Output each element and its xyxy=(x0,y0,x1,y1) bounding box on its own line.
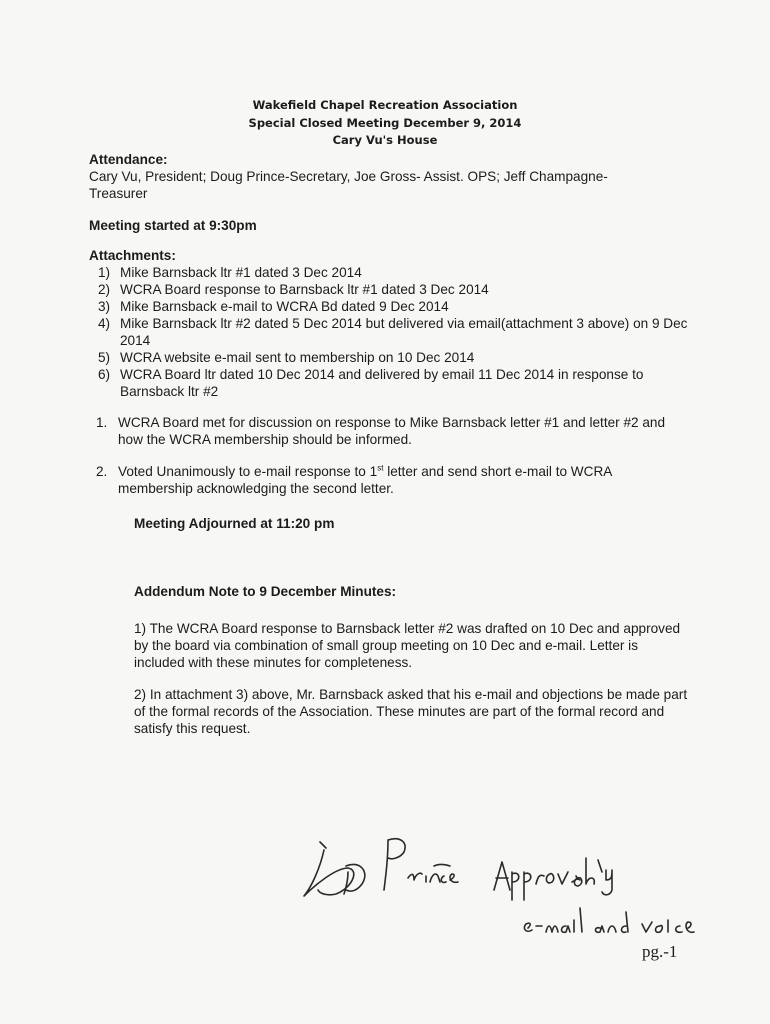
meeting-adjourned: Meeting Adjourned at 11:20 pm xyxy=(134,516,335,531)
item-text xyxy=(118,463,688,497)
handwritten-signature-and-approval-note xyxy=(290,828,710,938)
list-item-text: Mike Barnsback e-mail to WCRA Bd dated 9 Dec 2014 xyxy=(120,299,449,314)
item-number: 2. xyxy=(96,464,108,479)
list-item xyxy=(98,281,688,298)
list-item-number: 3) xyxy=(98,299,111,314)
list-item xyxy=(98,366,688,400)
item-text-part-b: letter and send short e-mail to WCRA membership acknowledging the second letter. xyxy=(118,464,612,496)
list-item-number: 4) xyxy=(98,316,111,331)
list-item-number: 5) xyxy=(98,350,111,365)
attachments-heading: Attachments: xyxy=(89,248,176,263)
list-item-number: 1) xyxy=(98,265,111,280)
addendum-heading: Addendum Note to 9 December Minutes: xyxy=(134,584,397,599)
list-item-text: WCRA website e-mail sent to membership on 10 Dec 2014 xyxy=(120,350,475,365)
list-item-text: WCRA Board response to Barnsback ltr #1 dated 3 Dec 2014 xyxy=(120,282,489,297)
addendum-paragraph-1: 1) The WCRA Board response to Barnsback letter #2 was drafted on 10 Dec and approved by the board via combination of small group meeting on 10 Dec and e-mail. Letter is included with these minutes for completeness. xyxy=(134,621,681,670)
organization-name: Wakefield Chapel Recreation Association xyxy=(252,98,518,112)
list-item-number: 2) xyxy=(98,282,111,297)
meeting-start-time: Meeting started at 9:30pm xyxy=(89,218,257,233)
item-text: WCRA Board met for discussion on response to Mike Barnsback letter #1 and letter #2 and how the WCRA membership should be informed. xyxy=(118,415,666,447)
list-item xyxy=(98,264,688,281)
addendum-paragraph-2: 2) In attachment 3) above, Mr. Barnsback asked that his e-mail and objections be made part of the formal records of the Association. These minutes are part of the formal record and satisfy this request. xyxy=(134,687,688,736)
ordinal-suffix: st xyxy=(377,463,384,473)
list-item-number: 6) xyxy=(98,367,111,382)
meeting-location: Cary Vu's House xyxy=(332,133,438,147)
page-number: pg.-1 xyxy=(642,942,678,961)
list-item xyxy=(98,298,688,315)
list-item-text: WCRA Board ltr dated 10 Dec 2014 and delivered by email 11 Dec 2014 in response to Barnsback ltr #2 xyxy=(120,367,644,399)
item-number: 1. xyxy=(96,415,108,430)
list-item xyxy=(98,315,688,349)
minutes-item-2 xyxy=(96,463,688,497)
item-text-part-a: Voted Unanimously to e-mail response to 1 xyxy=(118,464,378,479)
list-item-text: Mike Barnsback ltr #1 dated 3 Dec 2014 xyxy=(120,265,362,280)
document-header xyxy=(0,97,770,150)
list-item-text: Mike Barnsback ltr #2 dated 5 Dec 2014 but delivered via email(attachment 3 above) on 9 Dec 2014 xyxy=(120,316,688,348)
attendance-text: Cary Vu, President; Doug Prince-Secretary, Joe Gross- Assist. OPS; Jeff Champagne-Treasurer xyxy=(89,169,608,201)
attachments-list xyxy=(98,264,688,400)
minutes-item-1 xyxy=(96,414,688,448)
list-item xyxy=(98,349,688,366)
attendance-heading: Attendance: xyxy=(89,152,168,167)
meeting-title: Special Closed Meeting December 9, 2014 xyxy=(248,115,522,130)
